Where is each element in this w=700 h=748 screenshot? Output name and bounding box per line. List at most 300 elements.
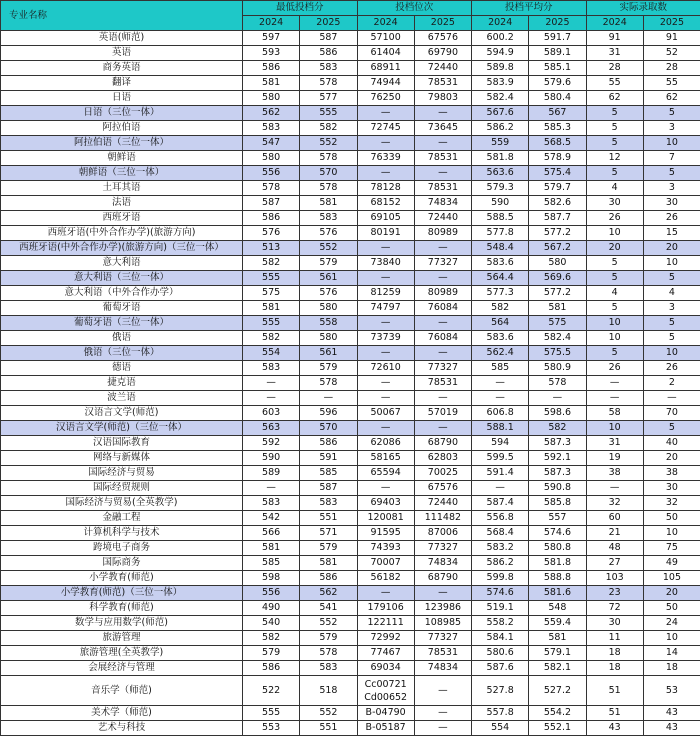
value-cell: 579.7 xyxy=(529,181,586,196)
value-cell: 580.6 xyxy=(472,646,529,661)
value-cell: 555 xyxy=(300,106,357,121)
value-cell: 547 xyxy=(243,136,300,151)
value-cell: 574.6 xyxy=(529,526,586,541)
header-year: 2025 xyxy=(643,16,700,31)
value-cell: 50 xyxy=(643,601,700,616)
value-cell: 587 xyxy=(300,481,357,496)
value-cell: 586.2 xyxy=(472,556,529,571)
value-cell: 586.2 xyxy=(472,121,529,136)
value-cell: 556.8 xyxy=(472,511,529,526)
major-name-cell: 英语(师范) xyxy=(1,31,243,46)
value-cell: 586 xyxy=(300,571,357,586)
value-cell: — xyxy=(586,391,643,406)
value-cell: 26 xyxy=(586,211,643,226)
table-row xyxy=(1,406,700,421)
value-cell: 578 xyxy=(300,76,357,91)
major-name-cell: 朝鲜语（三位一体） xyxy=(1,166,243,181)
value-cell: 30 xyxy=(586,616,643,631)
value-cell: 574.6 xyxy=(472,586,529,601)
value-cell: 60 xyxy=(586,511,643,526)
value-cell: 578 xyxy=(300,151,357,166)
header-year: 2025 xyxy=(529,16,586,31)
value-cell: 3 xyxy=(643,121,700,136)
value-cell: 120081 xyxy=(357,511,414,526)
value-cell: 69105 xyxy=(357,211,414,226)
value-cell: 518 xyxy=(300,676,357,706)
value-cell: 76084 xyxy=(414,331,471,346)
value-cell: 567.2 xyxy=(529,241,586,256)
value-cell: 600.2 xyxy=(472,31,529,46)
major-name-cell: 小学教育(师范) xyxy=(1,571,243,586)
value-cell: 594 xyxy=(472,436,529,451)
value-cell: 5 xyxy=(586,346,643,361)
value-cell: 583 xyxy=(300,496,357,511)
value-cell: 557.8 xyxy=(472,706,529,721)
value-cell: 582 xyxy=(300,121,357,136)
table-row xyxy=(1,61,700,76)
value-cell: 592 xyxy=(243,436,300,451)
major-name-cell: 金融工程 xyxy=(1,511,243,526)
value-cell: — xyxy=(414,166,471,181)
value-cell: 519.1 xyxy=(472,601,529,616)
value-cell: 28 xyxy=(643,61,700,76)
major-name-cell: 科学教育(师范) xyxy=(1,601,243,616)
value-cell: 32 xyxy=(586,496,643,511)
value-cell: 579 xyxy=(300,631,357,646)
value-cell: 587.7 xyxy=(529,211,586,226)
major-name-cell: 西班牙语(中外合作办学)(旅游方向) xyxy=(1,226,243,241)
value-cell: 14 xyxy=(643,646,700,661)
value-cell: — xyxy=(243,481,300,496)
value-cell: 578.9 xyxy=(529,151,586,166)
value-cell: — xyxy=(357,391,414,406)
major-name-cell: 葡萄牙语（三位一体） xyxy=(1,316,243,331)
value-cell: 76339 xyxy=(357,151,414,166)
value-cell: 28 xyxy=(586,61,643,76)
header-avg-score: 投档平均分 xyxy=(472,1,587,16)
value-cell: 587.3 xyxy=(529,436,586,451)
table-row xyxy=(1,601,700,616)
value-cell: 76084 xyxy=(414,301,471,316)
value-cell xyxy=(357,676,414,706)
table-row xyxy=(1,166,700,181)
value-cell: 552 xyxy=(300,136,357,151)
value-cell: 563.6 xyxy=(472,166,529,181)
value-cell: 68790 xyxy=(414,436,471,451)
value-cell: 5 xyxy=(643,316,700,331)
value-cell: 26 xyxy=(643,211,700,226)
value-cell: — xyxy=(472,481,529,496)
value-cell: 103 xyxy=(586,571,643,586)
value-cell: 582 xyxy=(243,256,300,271)
value-cell: 583 xyxy=(300,661,357,676)
major-name-cell: 土耳其语 xyxy=(1,181,243,196)
value-cell: 50067 xyxy=(357,406,414,421)
major-name-cell: 葡萄牙语 xyxy=(1,301,243,316)
value-cell: 587 xyxy=(243,196,300,211)
value-cell: 587.6 xyxy=(472,661,529,676)
value-cell: 57100 xyxy=(357,31,414,46)
value-cell: 564.4 xyxy=(472,271,529,286)
value-cell: 5 xyxy=(586,271,643,286)
major-name-cell: 波兰语 xyxy=(1,391,243,406)
value-cell: — xyxy=(357,271,414,286)
value-cell: 62803 xyxy=(414,451,471,466)
value-cell: 40 xyxy=(643,436,700,451)
value-cell: 588.8 xyxy=(529,571,586,586)
value-cell: 80989 xyxy=(414,226,471,241)
major-name-cell: 捷克语 xyxy=(1,376,243,391)
value-cell: 69790 xyxy=(414,46,471,61)
value-cell: 23 xyxy=(586,586,643,601)
value-cell: 43 xyxy=(586,721,643,736)
major-name-cell: 国际经济与贸易(全英教学) xyxy=(1,496,243,511)
value-cell: 78531 xyxy=(414,376,471,391)
value-cell: 594.9 xyxy=(472,46,529,61)
major-name-cell: 日语（三位一体） xyxy=(1,106,243,121)
value-cell: 580.9 xyxy=(529,361,586,376)
value-cell: 555 xyxy=(243,271,300,286)
value-cell: 583.9 xyxy=(472,76,529,91)
table-row xyxy=(1,46,700,61)
value-cell: 513 xyxy=(243,241,300,256)
table-row xyxy=(1,91,700,106)
value-cell: 79803 xyxy=(414,91,471,106)
value-cell: 576 xyxy=(300,286,357,301)
value-cell: 57019 xyxy=(414,406,471,421)
value-cell: 179106 xyxy=(357,601,414,616)
value-cell: 27 xyxy=(586,556,643,571)
major-name-cell: 国际经济与贸易 xyxy=(1,466,243,481)
value-cell: 91 xyxy=(643,31,700,46)
value-cell: 581 xyxy=(243,301,300,316)
value-cell: 581.8 xyxy=(472,151,529,166)
value-cell: 589.1 xyxy=(529,46,586,61)
table-row xyxy=(1,136,700,151)
value-cell: 577.8 xyxy=(472,226,529,241)
value-cell: 584.1 xyxy=(472,631,529,646)
value-cell: 583 xyxy=(243,361,300,376)
table-row xyxy=(1,706,700,721)
value-cell: 5 xyxy=(643,421,700,436)
value-cell: 579 xyxy=(300,541,357,556)
value-cell: 78531 xyxy=(414,646,471,661)
value-cell: 72440 xyxy=(414,61,471,76)
value-cell: 591 xyxy=(300,451,357,466)
value-cell: 559.4 xyxy=(529,616,586,631)
header-admitted: 实际录取数 xyxy=(586,1,700,16)
value-cell: — xyxy=(586,481,643,496)
value-cell: 72745 xyxy=(357,121,414,136)
value-cell: 51 xyxy=(586,676,643,706)
value-cell: 579.3 xyxy=(472,181,529,196)
table-row xyxy=(1,301,700,316)
value-cell: 579 xyxy=(300,361,357,376)
value-cell: 582.4 xyxy=(472,91,529,106)
value-cell: 4 xyxy=(586,181,643,196)
value-cell: 78531 xyxy=(414,76,471,91)
value-cell: 30 xyxy=(643,196,700,211)
value-cell: 582 xyxy=(472,301,529,316)
value-cell: — xyxy=(357,421,414,436)
value-cell: 74834 xyxy=(414,661,471,676)
value-cell: 580 xyxy=(243,151,300,166)
value-cell: 12 xyxy=(586,151,643,166)
value-cell: 606.8 xyxy=(472,406,529,421)
value-cell: 581 xyxy=(300,556,357,571)
value-cell: 581 xyxy=(300,196,357,211)
value-cell: 582.6 xyxy=(529,196,586,211)
value-cell: 554 xyxy=(472,721,529,736)
value-cell: 72440 xyxy=(414,496,471,511)
value-cell: 579.6 xyxy=(529,76,586,91)
table-row xyxy=(1,631,700,646)
value-cell: 73840 xyxy=(357,256,414,271)
value-cell: 24 xyxy=(643,616,700,631)
value-cell: 586 xyxy=(300,436,357,451)
value-cell: 577.2 xyxy=(529,226,586,241)
value-cell: 74944 xyxy=(357,76,414,91)
value-cell: 69034 xyxy=(357,661,414,676)
major-name-cell: 数学与应用数学(师范) xyxy=(1,616,243,631)
value-cell: 580.4 xyxy=(529,91,586,106)
header-major-name: 专业名称 xyxy=(1,1,243,31)
value-cell: 68790 xyxy=(414,571,471,586)
value-cell: 58165 xyxy=(357,451,414,466)
value-cell: 68911 xyxy=(357,61,414,76)
value-cell: 583 xyxy=(300,211,357,226)
value-cell: 74393 xyxy=(357,541,414,556)
table-row xyxy=(1,616,700,631)
header-year: 2024 xyxy=(472,16,529,31)
value-cell: 570 xyxy=(300,421,357,436)
value-cell: 76250 xyxy=(357,91,414,106)
value-cell: 48 xyxy=(586,541,643,556)
header-year: 2025 xyxy=(300,16,357,31)
value-cell: 67576 xyxy=(414,31,471,46)
value-cell: — xyxy=(357,106,414,121)
value-cell: 49 xyxy=(643,556,700,571)
table-row xyxy=(1,661,700,676)
value-cell: 585 xyxy=(243,556,300,571)
value-cell: — xyxy=(414,106,471,121)
value-cell: 590 xyxy=(243,451,300,466)
value-cell: 77327 xyxy=(414,256,471,271)
value-cell: 55 xyxy=(586,76,643,91)
value-cell: — xyxy=(243,391,300,406)
header-rank: 投档位次 xyxy=(357,1,472,16)
value-cell: 580 xyxy=(243,91,300,106)
table-row xyxy=(1,676,700,706)
value-cell: 75 xyxy=(643,541,700,556)
major-name-cell: 西班牙语 xyxy=(1,211,243,226)
value-cell: 50 xyxy=(643,511,700,526)
value-cell: 583 xyxy=(243,496,300,511)
value-cell: 585.8 xyxy=(529,496,586,511)
value-cell: 582.4 xyxy=(529,331,586,346)
value-cell: — xyxy=(357,136,414,151)
major-name-cell: 汉语国际教育 xyxy=(1,436,243,451)
value-cell: 541 xyxy=(300,601,357,616)
value-cell: 561 xyxy=(300,271,357,286)
value-cell: 10 xyxy=(586,226,643,241)
value-cell: 577.3 xyxy=(472,286,529,301)
table-row xyxy=(1,571,700,586)
table-row xyxy=(1,511,700,526)
value-cell: 77327 xyxy=(414,631,471,646)
value-cell: 65594 xyxy=(357,466,414,481)
table-row xyxy=(1,256,700,271)
value-cell: 53 xyxy=(643,676,700,706)
value-cell: 554 xyxy=(243,346,300,361)
table-row xyxy=(1,106,700,121)
value-cell: 562 xyxy=(243,106,300,121)
value-cell: — xyxy=(472,391,529,406)
table-body xyxy=(1,31,700,736)
value-cell: 590 xyxy=(472,196,529,211)
value-cell: 67576 xyxy=(414,481,471,496)
value-cell: 78128 xyxy=(357,181,414,196)
major-name-cell: 音乐学（师范) xyxy=(1,676,243,706)
major-name-cell: 计算机科学与技术 xyxy=(1,526,243,541)
value-cell: 30 xyxy=(586,196,643,211)
major-name-cell: 国际商务 xyxy=(1,556,243,571)
table-row xyxy=(1,361,700,376)
value-cell: 579 xyxy=(243,646,300,661)
major-name-cell: 意大利语（三位一体） xyxy=(1,271,243,286)
value-cell: 558.2 xyxy=(472,616,529,631)
table-row xyxy=(1,271,700,286)
table-row xyxy=(1,76,700,91)
value-cell: 5 xyxy=(643,106,700,121)
value-cell: 551 xyxy=(300,721,357,736)
value-cell: 599.8 xyxy=(472,571,529,586)
value-cell: 583.6 xyxy=(472,331,529,346)
major-name-cell: 国际经贸规则 xyxy=(1,481,243,496)
table-row xyxy=(1,496,700,511)
value-cell: — xyxy=(243,376,300,391)
major-name-cell: 意大利语（中外合作办学） xyxy=(1,286,243,301)
value-cell: 568.5 xyxy=(529,136,586,151)
value-cell: 548.4 xyxy=(472,241,529,256)
value-cell: 87006 xyxy=(414,526,471,541)
value-cell: 3 xyxy=(643,301,700,316)
value-cell: 589.8 xyxy=(472,61,529,76)
value-cell: 580 xyxy=(300,331,357,346)
value-cell: 122111 xyxy=(357,616,414,631)
value-cell: — xyxy=(414,316,471,331)
table-row xyxy=(1,196,700,211)
value-cell: 72 xyxy=(586,601,643,616)
value-cell: 569.6 xyxy=(529,271,586,286)
value-cell: 74797 xyxy=(357,301,414,316)
value-cell: 589 xyxy=(243,466,300,481)
table-row xyxy=(1,541,700,556)
value-cell: — xyxy=(414,136,471,151)
value-cell: 3 xyxy=(643,181,700,196)
value-cell: 587.4 xyxy=(472,496,529,511)
value-cell: 575.5 xyxy=(529,346,586,361)
value-cell: — xyxy=(357,166,414,181)
value-cell: 70007 xyxy=(357,556,414,571)
value-cell: 522 xyxy=(243,676,300,706)
value-cell: — xyxy=(414,421,471,436)
value-cell: 581.8 xyxy=(529,556,586,571)
value-cell: 2 xyxy=(643,376,700,391)
value-cell: 580 xyxy=(529,256,586,271)
value-cell: 4 xyxy=(643,286,700,301)
value-cell: 38 xyxy=(643,466,700,481)
value-cell: 51 xyxy=(586,706,643,721)
header-year: 2024 xyxy=(586,16,643,31)
value-line: Cc00721 xyxy=(364,678,407,690)
value-cell: 19 xyxy=(586,451,643,466)
value-cell: 31 xyxy=(586,46,643,61)
value-cell: 74834 xyxy=(414,196,471,211)
table-row xyxy=(1,451,700,466)
table-row xyxy=(1,436,700,451)
value-cell: 586 xyxy=(243,211,300,226)
value-cell: 77327 xyxy=(414,361,471,376)
major-name-cell: 汉语言文学(师范)（三位一体） xyxy=(1,421,243,436)
major-name-cell: 俄语 xyxy=(1,331,243,346)
value-cell: 5 xyxy=(586,136,643,151)
value-cell: 527.2 xyxy=(529,676,586,706)
value-cell: 552.1 xyxy=(529,721,586,736)
value-cell: B-04790 xyxy=(357,706,414,721)
value-cell: 5 xyxy=(586,106,643,121)
value-cell: 558 xyxy=(300,316,357,331)
value-cell: 548 xyxy=(529,601,586,616)
value-cell: 10 xyxy=(643,346,700,361)
value-cell: 68152 xyxy=(357,196,414,211)
table-row xyxy=(1,466,700,481)
value-cell: 583.6 xyxy=(472,256,529,271)
value-cell: 69403 xyxy=(357,496,414,511)
value-cell: 527.8 xyxy=(472,676,529,706)
table-row xyxy=(1,646,700,661)
value-cell: 31 xyxy=(586,436,643,451)
value-cell: 596 xyxy=(300,406,357,421)
value-cell: — xyxy=(414,721,471,736)
value-cell: — xyxy=(643,391,700,406)
value-cell: — xyxy=(414,706,471,721)
value-cell: 586 xyxy=(243,661,300,676)
table-row xyxy=(1,586,700,601)
major-name-cell: 意大利语 xyxy=(1,256,243,271)
table-row xyxy=(1,331,700,346)
value-cell: — xyxy=(357,346,414,361)
value-cell: 576 xyxy=(300,226,357,241)
value-cell: 586 xyxy=(300,46,357,61)
value-cell: — xyxy=(357,376,414,391)
value-cell: 18 xyxy=(586,646,643,661)
value-cell: 43 xyxy=(643,721,700,736)
value-cell: — xyxy=(586,376,643,391)
value-cell: — xyxy=(414,346,471,361)
table-row xyxy=(1,121,700,136)
value-cell: 11 xyxy=(586,631,643,646)
value-cell: 563 xyxy=(243,421,300,436)
value-cell: 5 xyxy=(643,331,700,346)
value-cell: 580.8 xyxy=(529,541,586,556)
value-cell: 73739 xyxy=(357,331,414,346)
value-cell: 551 xyxy=(300,511,357,526)
value-cell: — xyxy=(414,676,471,706)
value-cell: 591.7 xyxy=(529,31,586,46)
value-cell: 576 xyxy=(243,226,300,241)
value-cell: 91 xyxy=(586,31,643,46)
